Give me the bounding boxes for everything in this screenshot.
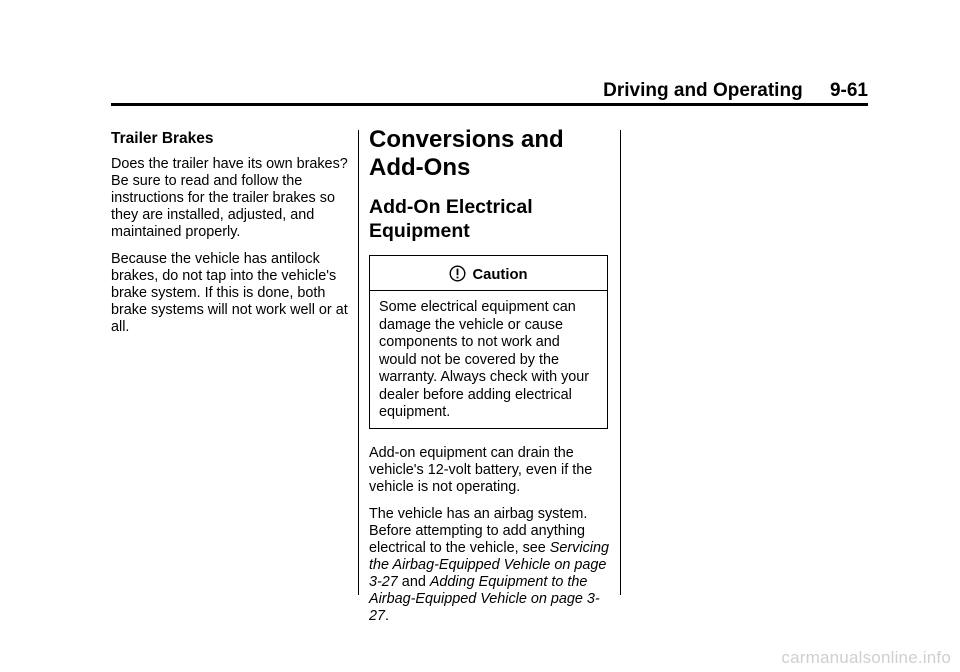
section-title: Driving and Operating xyxy=(603,80,803,101)
airbag-text: The vehicle has an airbag system. Before attempting to add anything electrical to the vehicle, see xyxy=(369,505,588,556)
left-column xyxy=(111,130,351,346)
page-number: 9-61 xyxy=(829,80,868,101)
caution-header xyxy=(370,256,607,291)
end-text: . xyxy=(385,607,390,624)
caution-body: Some electrical equipment can damage the vehicle or cause components to not work and would not be covered by the warranty. Always check with your dealer before adding electrical equipment. xyxy=(379,299,590,420)
warning-icon xyxy=(449,265,466,282)
servicing-airbag-link[interactable]: Servicing the Airbag-Equipped Vehicle on page 3-27 xyxy=(369,539,609,590)
add-on-electrical-heading: Add-On Electrical Equipment xyxy=(369,196,533,242)
watermark: carmanualsonline.info xyxy=(781,648,951,667)
trailer-brakes-paragraph-1: Does the trailer have its own brakes? Be sure to read and follow the instructions for the trailer brakes so they are installed, adjusted, and maintained properly. xyxy=(111,156,348,240)
add-on-paragraph-2 xyxy=(369,506,611,625)
caution-box xyxy=(369,255,608,429)
conversions-heading: Conversions and Add-Ons xyxy=(369,126,564,181)
and-text: and xyxy=(397,573,430,590)
add-on-paragraph-1: Add-on equipment can drain the vehicle's 12-volt battery, even if the vehicle is not operating. xyxy=(369,444,593,495)
middle-column xyxy=(369,126,611,635)
adding-equipment-link[interactable]: Adding Equipment to the Airbag-Equipped Vehicle on page 3-27 xyxy=(369,573,600,624)
column-divider-1 xyxy=(358,130,359,595)
trailer-brakes-heading: Trailer Brakes xyxy=(111,130,214,147)
header-rule xyxy=(111,103,868,106)
caution-title: Caution xyxy=(472,267,528,283)
page-header xyxy=(603,80,868,102)
column-divider-2 xyxy=(620,130,621,595)
trailer-brakes-paragraph-2: Because the vehicle has antilock brakes, do not tap into the vehicle's brake system. If this is done, both brake systems will not work well or at all. xyxy=(111,251,348,335)
